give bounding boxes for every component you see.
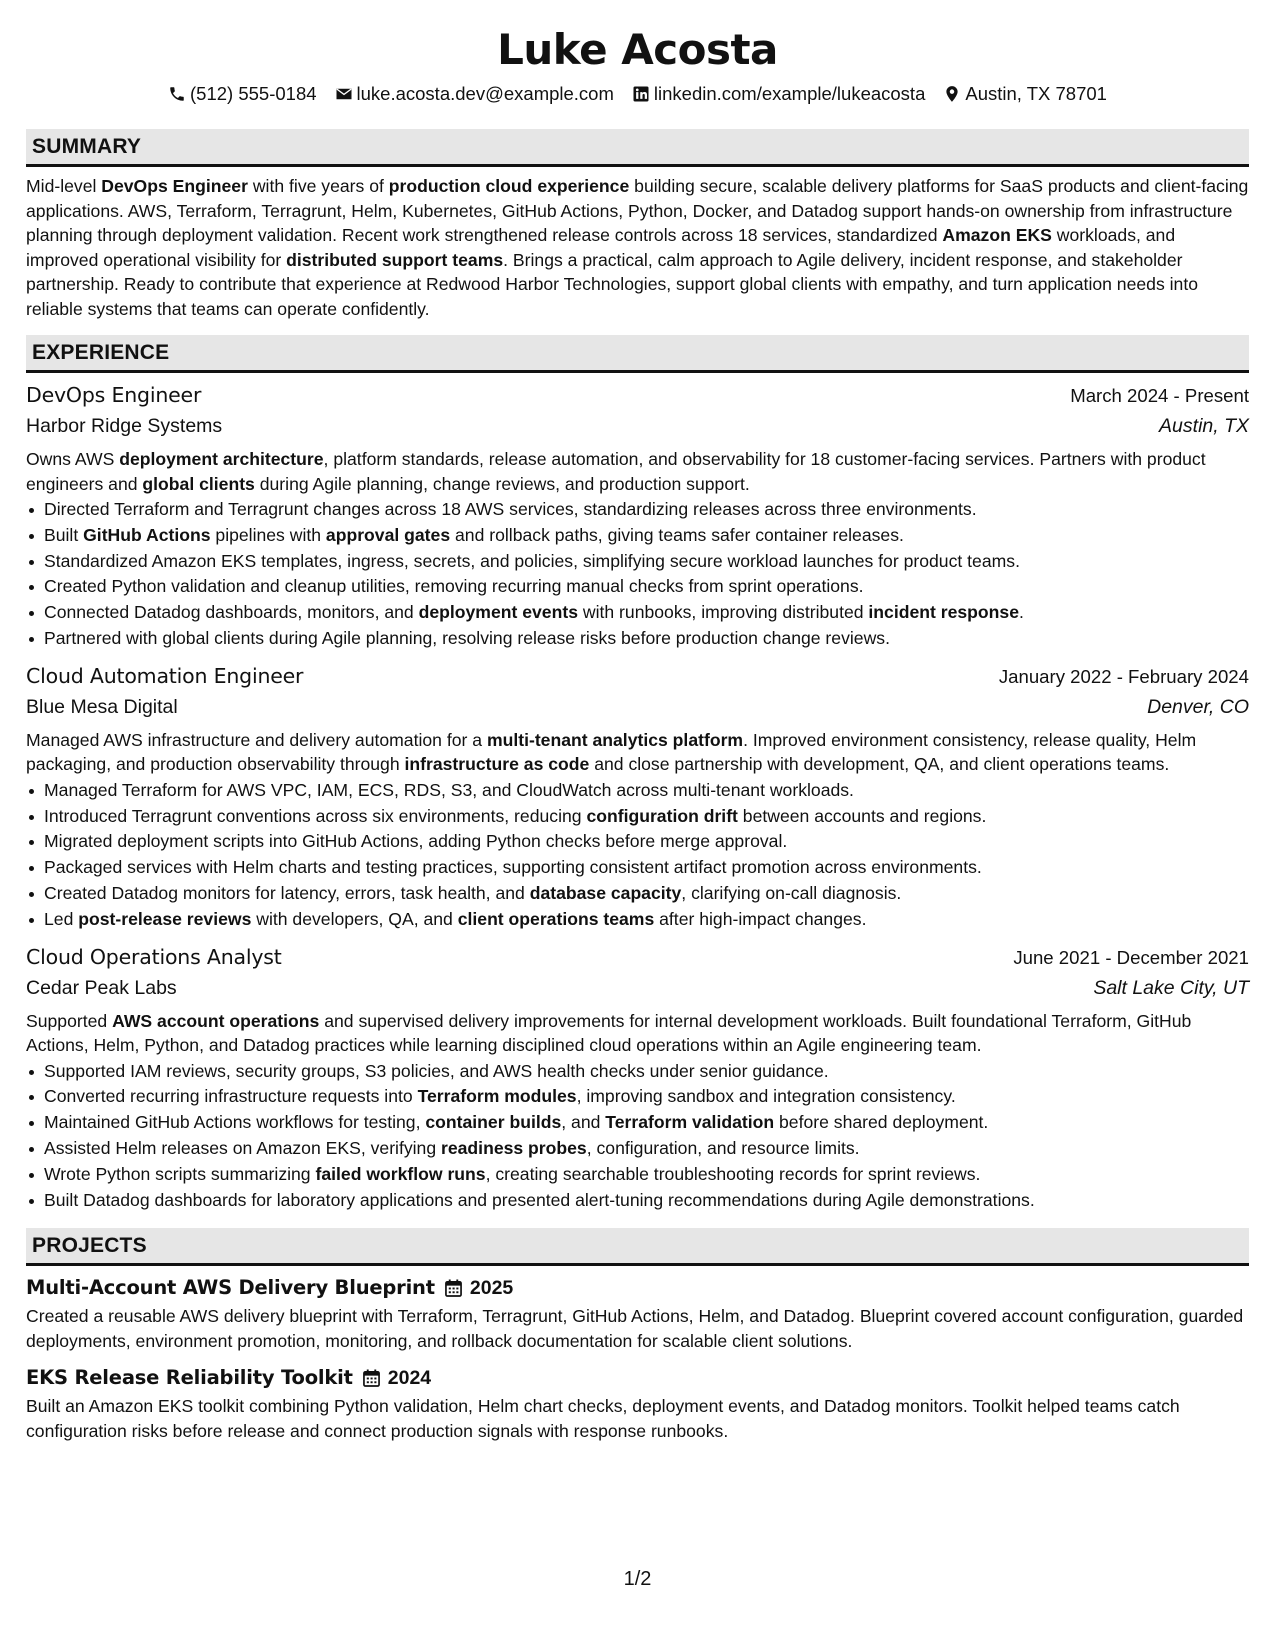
- bold-phrase: multi-tenant analytics platform: [486, 729, 744, 750]
- job-bullet: Standardized Amazon EKS templates, ingress, secrets, and policies, simplifying secure workload launches for product teams.: [26, 549, 1249, 575]
- job-title: Cloud Automation Engineer: [26, 663, 304, 688]
- job-bullets: [26, 778, 1249, 933]
- job-bullet: Created Datadog monitors for latency, errors, task health, and database capacity, clarifying on-call diagnosis.: [26, 881, 1249, 907]
- project-description: Created a reusable AWS delivery blueprint with Terraform, Terragrunt, GitHub Actions, Helm, and Datadog. Blueprint covered account configuration, guarded deployments, environment promotion, monitoring, and rollback documentation for scalable client solutions.: [26, 1306, 1244, 1351]
- job-bullet: Converted recurring infrastructure requests into Terraform modules, improving sandbox and integration consistency.: [26, 1084, 1249, 1110]
- contact-linkedin[interactable]: [632, 82, 925, 106]
- job-bullet: Introduced Terragrunt conventions across six environments, reducing configuration drift between accounts and regions.: [26, 804, 1249, 830]
- location-text: Austin, TX 78701: [965, 83, 1107, 104]
- job-company: Harbor Ridge Systems: [26, 415, 223, 437]
- project-entry: [26, 1274, 1249, 1353]
- job-entry: [26, 942, 1249, 1214]
- phone-text: (512) 555-0184: [190, 83, 317, 104]
- bold-phrase: database capacity: [529, 882, 682, 903]
- job-summary: Supported AWS account operations and supervised delivery improvements for internal development workloads. Built foundational Terraform, GitHub Actions, Helm, Python, and Datadog practices while learning disciplined cloud operations within an Agile engineering team.: [26, 1010, 1192, 1056]
- contact-email[interactable]: [335, 82, 614, 106]
- job-bullet: Migrated deployment scripts into GitHub Actions, adding Python checks before merge approval.: [26, 829, 1249, 855]
- project-year-text: 2025: [469, 1277, 514, 1300]
- job-bullet: Wrote Python scripts summarizing failed workflow runs, creating searchable troubleshooting records for sprint reviews.: [26, 1162, 1249, 1188]
- calendar-icon: [363, 1369, 380, 1387]
- job-title: Cloud Operations Analyst: [26, 944, 282, 969]
- bold-phrase: infrastructure as code: [404, 754, 590, 775]
- map-pin-icon: [943, 85, 961, 103]
- job-dates: June 2021 - December 2021: [1013, 946, 1249, 968]
- job-bullet: Built GitHub Actions pipelines with approval gates and rollback paths, giving teams safer container releases.: [26, 523, 1249, 549]
- job-entry: [26, 380, 1249, 652]
- linkedin-icon: [632, 85, 650, 103]
- bold-phrase: deployment architecture: [119, 449, 324, 469]
- project-title: Multi-Account AWS Delivery Blueprint: [26, 1276, 435, 1300]
- job-bullet: Directed Terraform and Terragrunt changes across 18 AWS services, standardizing releases across three environments.: [26, 497, 1249, 523]
- bold-phrase: Terraform modules: [417, 1086, 577, 1107]
- job-summary: Owns AWS deployment architecture, platform standards, release automation, and observability for 18 customer-facing services. Partners with product engineers and global clients during Agile planning, change reviews, and production support.: [26, 449, 1206, 494]
- project-title: EKS Release Reliability Toolkit: [26, 1366, 353, 1390]
- project-description: Built an Amazon EKS toolkit combining Python validation, Helm chart checks, deployment events, and Datadog monitors. Toolkit helped teams catch configuration risks before release and connect production signals with response runbooks.: [26, 1396, 1180, 1441]
- contact-bar: [26, 82, 1249, 106]
- project-year: [445, 1274, 513, 1302]
- project-entry: [26, 1364, 1249, 1443]
- calendar-icon: [445, 1279, 462, 1297]
- summary-section-heading: SUMMARY: [26, 129, 1249, 167]
- project-year-text: 2024: [387, 1367, 432, 1390]
- summary-paragraph: Mid-level DevOps Engineer with five years of production cloud experience building secure, scalable delivery platforms for SaaS products and client-facing applications. AWS, Terraform, Terragrunt, Helm, Kubernetes, GitHub Actions, Python, Docker, and Datadog support hands-on ownership from infrastructure planning through deployment validation. Recent work strengthened release controls across 18 services, standardized Amazon EKS workloads, and improved operational visibility for distributed support teams. Brings a practical, calm approach to Agile delivery, incident response, and stakeholder partnership. Ready to contribute that experience at Redwood Harbor Technologies, support global clients with empathy, and turn application needs into reliable systems that teams can operate confidently.: [26, 176, 1249, 319]
- experience-list: [26, 380, 1249, 1213]
- bold-phrase: container builds: [425, 1112, 562, 1133]
- candidate-name: Luke Acosta: [497, 25, 778, 74]
- job-bullet: Assisted Helm releases on Amazon EKS, verifying readiness probes, configuration, and resource limits.: [26, 1136, 1249, 1162]
- job-location: Austin, TX: [1159, 415, 1249, 437]
- job-bullet: Managed Terraform for AWS VPC, IAM, ECS, RDS, S3, and CloudWatch across multi-tenant workloads.: [26, 778, 1249, 804]
- bold-phrase: failed workflow runs: [315, 1163, 486, 1184]
- bold-phrase: configuration drift: [586, 805, 738, 826]
- job-bullet: Partnered with global clients during Agile planning, resolving release risks before production change reviews.: [26, 626, 1249, 652]
- linkedin-text: linkedin.com/example/lukeacosta: [653, 83, 926, 104]
- job-entry: [26, 661, 1249, 933]
- job-dates: March 2024 - Present: [1070, 385, 1249, 406]
- bold-phrase: DevOps Engineer: [101, 176, 248, 196]
- envelope-icon: [335, 85, 353, 103]
- bold-phrase: readiness probes: [441, 1137, 587, 1158]
- bold-phrase: incident response: [868, 602, 1019, 623]
- contact-phone[interactable]: [168, 82, 317, 106]
- job-location: Salt Lake City, UT: [1093, 976, 1249, 999]
- bold-phrase: global clients: [142, 473, 255, 494]
- phone-icon: [168, 85, 186, 103]
- job-bullet: Maintained GitHub Actions workflows for testing, container builds, and Terraform validation before shared deployment.: [26, 1110, 1249, 1136]
- bold-phrase: deployment events: [418, 602, 578, 623]
- job-bullet: Packaged services with Helm charts and testing practices, supporting consistent artifact promotion across environments.: [26, 855, 1249, 881]
- bold-phrase: distributed support teams: [286, 249, 504, 270]
- job-location: Denver, CO: [1147, 695, 1249, 718]
- bold-phrase: GitHub Actions: [83, 524, 211, 545]
- bold-phrase: approval gates: [325, 524, 451, 545]
- job-company: Blue Mesa Digital: [26, 695, 178, 718]
- job-bullet: Led post-release reviews with developers, QA, and client operations teams after high-impact changes.: [26, 907, 1249, 933]
- bold-phrase: client operations teams: [457, 908, 655, 929]
- job-company: Cedar Peak Labs: [26, 976, 177, 999]
- job-bullets: [26, 1059, 1249, 1214]
- projects-section-heading: PROJECTS: [26, 1228, 1249, 1266]
- bold-phrase: production cloud experience: [388, 176, 630, 196]
- bold-phrase: post-release reviews: [78, 908, 252, 929]
- job-summary: Managed AWS infrastructure and delivery automation for a multi-tenant analytics platform. Improved environment consistency, release quality, Helm packaging, and production observability through infrastructure as code and close partnership with development, QA, and client operations teams.: [26, 729, 1197, 775]
- contact-location: [943, 82, 1107, 106]
- bold-phrase: Amazon EKS: [942, 225, 1052, 245]
- bold-phrase: AWS account operations: [112, 1010, 320, 1031]
- project-year: [363, 1364, 431, 1392]
- experience-section-heading: EXPERIENCE: [26, 335, 1249, 373]
- job-bullet: Created Python validation and cleanup utilities, removing recurring manual checks from sprint operations.: [26, 574, 1249, 600]
- bold-phrase: Terraform validation: [605, 1112, 775, 1133]
- job-dates: January 2022 - February 2024: [998, 665, 1249, 687]
- job-bullets: [26, 497, 1249, 652]
- job-bullet: Supported IAM reviews, security groups, S3 policies, and AWS health checks under senior guidance.: [26, 1059, 1249, 1085]
- email-text: luke.acosta.dev@example.com: [356, 83, 614, 104]
- job-title: DevOps Engineer: [26, 383, 202, 407]
- job-bullet: Connected Datadog dashboards, monitors, and deployment events with runbooks, improving distributed incident response.: [26, 600, 1249, 626]
- page-number: 1/2: [623, 1568, 652, 1590]
- job-bullet: Built Datadog dashboards for laboratory applications and presented alert-tuning recommendations during Agile demonstrations.: [26, 1188, 1249, 1214]
